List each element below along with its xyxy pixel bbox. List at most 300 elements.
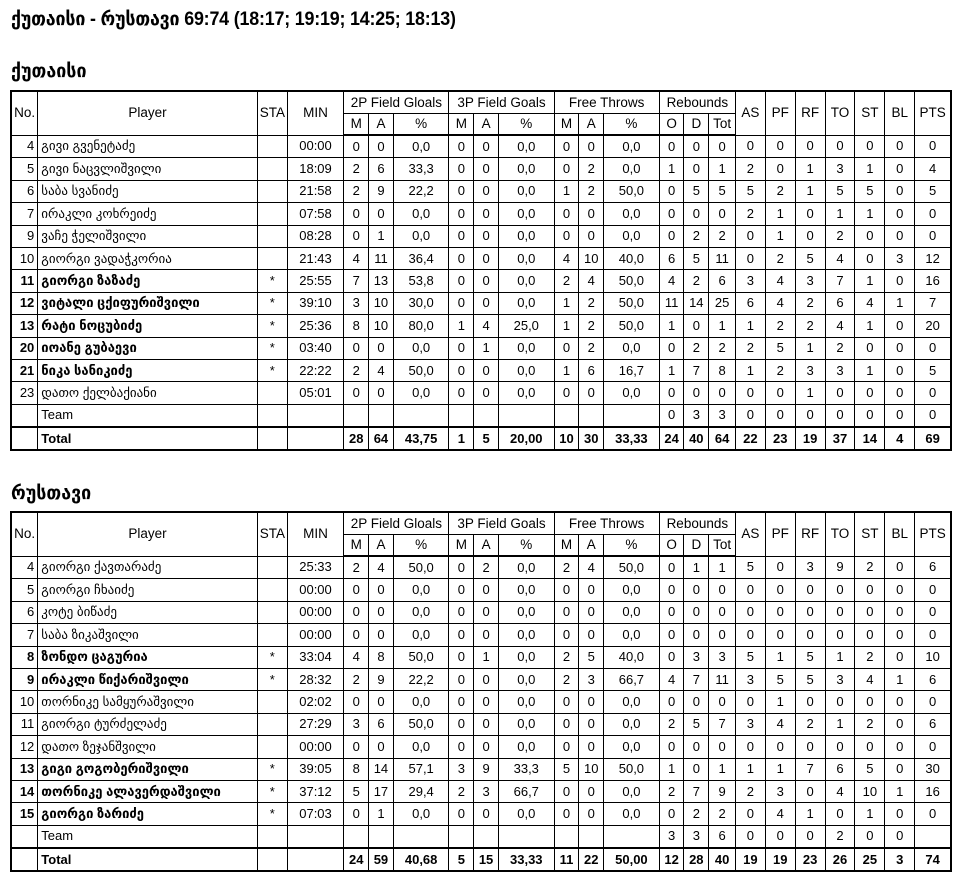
blocks: 0 (885, 646, 915, 668)
starter-mark (257, 691, 287, 713)
header-pf: PF (765, 512, 795, 556)
ft-pct: 40,0 (604, 247, 660, 269)
fouls: 4 (765, 292, 795, 314)
ft-pct: 0,0 (604, 337, 660, 359)
turnovers: 0 (825, 601, 855, 623)
total-3p-att: 5 (474, 427, 499, 450)
ft-made: 0 (554, 691, 579, 713)
turnovers: 1 (825, 646, 855, 668)
total-steals: 25 (855, 848, 885, 871)
player-row (11, 158, 951, 180)
team-off-reb: 3 (659, 825, 684, 848)
player-name: გიორგი ქავთარაძე (38, 556, 258, 579)
ft-made: 0 (554, 225, 579, 247)
fouls: 3 (765, 780, 795, 802)
minutes: 33:04 (287, 646, 344, 668)
ft-pct: 50,0 (604, 758, 660, 780)
fouls: 0 (765, 135, 795, 158)
starter-mark (257, 135, 287, 158)
3p-att: 3 (474, 780, 499, 802)
team-2p-pct (393, 825, 449, 848)
total-off-reb: 24 (659, 427, 684, 450)
points: 0 (915, 624, 951, 646)
3p-made: 0 (449, 691, 474, 713)
steals: 0 (855, 691, 885, 713)
points: 4 (915, 158, 951, 180)
blocks: 0 (885, 225, 915, 247)
total-assists: 19 (735, 848, 765, 871)
total-turnovers: 37 (825, 427, 855, 450)
assists: 0 (735, 691, 765, 713)
player-name: გიორგი ვადაჭკორია (38, 247, 258, 269)
def-reb: 7 (684, 668, 709, 690)
ft-att: 0 (579, 713, 604, 735)
def-reb: 0 (684, 624, 709, 646)
3p-att: 0 (474, 382, 499, 404)
total-row-label: Total (38, 848, 258, 871)
ft-pct: 66,7 (604, 668, 660, 690)
minutes: 21:43 (287, 247, 344, 269)
player-row (11, 803, 951, 825)
ft-made: 1 (554, 292, 579, 314)
tot-reb: 0 (709, 579, 736, 601)
header-reb-d: D (684, 535, 709, 557)
total-row-min (287, 848, 344, 871)
def-reb: 0 (684, 601, 709, 623)
player-row (11, 736, 951, 758)
3p-pct: 0,0 (498, 180, 554, 202)
blocks: 0 (885, 601, 915, 623)
team-3p-pct (498, 404, 554, 427)
ft-made: 0 (554, 579, 579, 601)
header-3p-m: M (449, 114, 474, 136)
header-ft-m: M (554, 114, 579, 136)
ft-made: 0 (554, 780, 579, 802)
header-ft-a: A (579, 114, 604, 136)
ft-att: 6 (579, 359, 604, 381)
minutes: 39:05 (287, 758, 344, 780)
turnovers: 2 (825, 225, 855, 247)
fouls-received: 0 (795, 780, 825, 802)
team-3p-made (449, 825, 474, 848)
2p-made: 8 (344, 758, 369, 780)
def-reb: 0 (684, 579, 709, 601)
team-row-no (11, 404, 38, 427)
starter-mark: * (257, 803, 287, 825)
ft-made: 0 (554, 803, 579, 825)
off-reb: 1 (659, 359, 684, 381)
tot-reb: 1 (709, 158, 736, 180)
player-row (11, 315, 951, 337)
steals: 1 (855, 315, 885, 337)
assists: 0 (735, 135, 765, 158)
header-3p-m: M (449, 535, 474, 557)
team-2p-made (344, 404, 369, 427)
steals: 4 (855, 668, 885, 690)
ft-made: 4 (554, 247, 579, 269)
2p-pct: 50,0 (393, 556, 449, 579)
fouls: 2 (765, 180, 795, 202)
def-reb: 0 (684, 736, 709, 758)
3p-att: 0 (474, 158, 499, 180)
3p-made: 0 (449, 225, 474, 247)
team-ft-att (579, 825, 604, 848)
tot-reb: 0 (709, 691, 736, 713)
header-2p-m: M (344, 114, 369, 136)
3p-pct: 0,0 (498, 135, 554, 158)
starter-mark (257, 382, 287, 404)
header-rebounds: Rebounds (659, 91, 735, 114)
3p-made: 0 (449, 180, 474, 202)
player-row (11, 758, 951, 780)
3p-att: 0 (474, 247, 499, 269)
minutes: 21:58 (287, 180, 344, 202)
ft-made: 0 (554, 624, 579, 646)
off-reb: 0 (659, 624, 684, 646)
ft-pct: 0,0 (604, 624, 660, 646)
player-number: 10 (11, 691, 38, 713)
starter-mark (257, 203, 287, 225)
3p-made: 0 (449, 646, 474, 668)
off-reb: 4 (659, 270, 684, 292)
steals: 5 (855, 180, 885, 202)
3p-made: 0 (449, 668, 474, 690)
3p-made: 0 (449, 203, 474, 225)
2p-made: 2 (344, 180, 369, 202)
header-ft: Free Throws (554, 91, 659, 114)
home-stats-table (10, 90, 952, 451)
minutes: 00:00 (287, 601, 344, 623)
def-reb: 5 (684, 180, 709, 202)
team-points (915, 825, 951, 848)
assists: 1 (735, 359, 765, 381)
starter-mark: * (257, 668, 287, 690)
player-name: კოტე ბიწაძე (38, 601, 258, 623)
fouls: 5 (765, 337, 795, 359)
header-2p-m: M (344, 535, 369, 557)
2p-att: 17 (369, 780, 394, 802)
starter-mark: * (257, 780, 287, 802)
team-off-reb: 0 (659, 404, 684, 427)
blocks: 0 (885, 359, 915, 381)
def-reb: 2 (684, 270, 709, 292)
player-name: თორნიკე სამყურაშვილი (38, 691, 258, 713)
ft-att: 0 (579, 382, 604, 404)
3p-made: 0 (449, 270, 474, 292)
fouls-received: 7 (795, 758, 825, 780)
3p-att: 0 (474, 736, 499, 758)
header-2p: 2P Field Gloals (344, 512, 449, 535)
fouls-received: 0 (795, 225, 825, 247)
player-number: 7 (11, 203, 38, 225)
team-def-reb: 3 (684, 825, 709, 848)
header-bl: BL (885, 512, 915, 556)
steals: 2 (855, 646, 885, 668)
2p-pct: 53,8 (393, 270, 449, 292)
3p-pct: 0,0 (498, 225, 554, 247)
total-ft-made: 11 (554, 848, 579, 871)
2p-pct: 0,0 (393, 337, 449, 359)
ft-att: 3 (579, 668, 604, 690)
header-player: Player (38, 512, 258, 556)
def-reb: 0 (684, 158, 709, 180)
total-2p-made: 28 (344, 427, 369, 450)
def-reb: 7 (684, 780, 709, 802)
fouls-received: 5 (795, 646, 825, 668)
starter-mark: * (257, 292, 287, 314)
header-pts: PTS (915, 91, 951, 135)
header-reb-d: D (684, 114, 709, 136)
off-reb: 0 (659, 337, 684, 359)
3p-att: 9 (474, 758, 499, 780)
minutes: 00:00 (287, 579, 344, 601)
player-row (11, 646, 951, 668)
player-row (11, 668, 951, 690)
team-tot-reb: 6 (709, 825, 736, 848)
total-fouls: 23 (765, 427, 795, 450)
starter-mark: * (257, 270, 287, 292)
header-2p-a: A (369, 114, 394, 136)
points: 0 (915, 803, 951, 825)
player-number: 5 (11, 158, 38, 180)
ft-att: 4 (579, 270, 604, 292)
assists: 3 (735, 668, 765, 690)
header-ft: Free Throws (554, 512, 659, 535)
2p-made: 5 (344, 780, 369, 802)
player-number: 8 (11, 646, 38, 668)
fouls-received: 1 (795, 337, 825, 359)
2p-att: 11 (369, 247, 394, 269)
points: 0 (915, 691, 951, 713)
header-sta: STA (257, 91, 287, 135)
off-reb: 0 (659, 579, 684, 601)
2p-pct: 0,0 (393, 203, 449, 225)
assists: 0 (735, 803, 765, 825)
2p-made: 0 (344, 601, 369, 623)
3p-pct: 0,0 (498, 713, 554, 735)
minutes: 07:03 (287, 803, 344, 825)
total-fouls-received: 23 (795, 848, 825, 871)
turnovers: 6 (825, 292, 855, 314)
ft-made: 0 (554, 135, 579, 158)
team-2p-att (369, 825, 394, 848)
header-min: MIN (287, 512, 344, 556)
assists: 5 (735, 180, 765, 202)
blocks: 1 (885, 292, 915, 314)
2p-att: 9 (369, 668, 394, 690)
3p-made: 0 (449, 382, 474, 404)
header-2p-pct: % (393, 114, 449, 136)
fouls: 1 (765, 691, 795, 713)
2p-att: 0 (369, 579, 394, 601)
2p-made: 2 (344, 556, 369, 579)
player-row (11, 359, 951, 381)
team-name-away: რუსთავი (11, 483, 92, 504)
team-fouls-received: 0 (795, 404, 825, 427)
total-points: 74 (915, 848, 951, 871)
total-row-sta (257, 848, 287, 871)
tot-reb: 25 (709, 292, 736, 314)
header-3p-pct: % (498, 114, 554, 136)
2p-pct: 57,1 (393, 758, 449, 780)
minutes: 00:00 (287, 624, 344, 646)
header-ft-pct: % (604, 114, 660, 136)
3p-made: 0 (449, 624, 474, 646)
ft-made: 2 (554, 270, 579, 292)
3p-att: 0 (474, 668, 499, 690)
minutes: 00:00 (287, 736, 344, 758)
def-reb: 1 (684, 556, 709, 579)
player-name: გივი ნაცვლიშვილი (38, 158, 258, 180)
2p-pct: 0,0 (393, 691, 449, 713)
off-reb: 0 (659, 691, 684, 713)
def-reb: 0 (684, 758, 709, 780)
header-ft-pct: % (604, 535, 660, 557)
header-ft-m: M (554, 535, 579, 557)
3p-att: 0 (474, 624, 499, 646)
points: 0 (915, 579, 951, 601)
2p-made: 0 (344, 135, 369, 158)
minutes: 27:29 (287, 713, 344, 735)
player-number: 7 (11, 624, 38, 646)
ft-made: 5 (554, 758, 579, 780)
team-points: 0 (915, 404, 951, 427)
steals: 0 (855, 736, 885, 758)
team-fouls: 0 (765, 404, 795, 427)
player-number: 4 (11, 135, 38, 158)
2p-pct: 0,0 (393, 803, 449, 825)
3p-made: 0 (449, 601, 474, 623)
steals: 1 (855, 203, 885, 225)
ft-pct: 0,0 (604, 803, 660, 825)
2p-made: 4 (344, 646, 369, 668)
header-player: Player (38, 91, 258, 135)
player-name: რატი ნოცუბიძე (38, 315, 258, 337)
turnovers: 0 (825, 135, 855, 158)
points: 7 (915, 292, 951, 314)
2p-pct: 0,0 (393, 624, 449, 646)
header-pts: PTS (915, 512, 951, 556)
header-reb-tot: Tot (709, 535, 736, 557)
blocks: 0 (885, 270, 915, 292)
team-name-home: ქუთაისი (11, 61, 87, 82)
2p-att: 4 (369, 556, 394, 579)
team-row (11, 404, 951, 427)
2p-made: 0 (344, 579, 369, 601)
steals: 10 (855, 780, 885, 802)
ft-att: 0 (579, 736, 604, 758)
ft-att: 0 (579, 601, 604, 623)
points: 12 (915, 247, 951, 269)
ft-made: 2 (554, 556, 579, 579)
3p-made: 0 (449, 247, 474, 269)
3p-pct: 0,0 (498, 668, 554, 690)
2p-made: 8 (344, 315, 369, 337)
fouls-received: 0 (795, 135, 825, 158)
total-2p-pct: 43,75 (393, 427, 449, 450)
turnovers: 2 (825, 337, 855, 359)
fouls-received: 3 (795, 270, 825, 292)
starter-mark: * (257, 315, 287, 337)
total-2p-pct: 40,68 (393, 848, 449, 871)
off-reb: 0 (659, 225, 684, 247)
points: 10 (915, 646, 951, 668)
player-number: 15 (11, 803, 38, 825)
ft-att: 0 (579, 624, 604, 646)
steals: 1 (855, 359, 885, 381)
starter-mark (257, 713, 287, 735)
3p-pct: 0,0 (498, 624, 554, 646)
steals: 0 (855, 337, 885, 359)
steals: 4 (855, 292, 885, 314)
assists: 2 (735, 337, 765, 359)
player-row (11, 337, 951, 359)
turnovers: 0 (825, 624, 855, 646)
off-reb: 6 (659, 247, 684, 269)
tot-reb: 0 (709, 624, 736, 646)
fouls: 0 (765, 556, 795, 579)
starter-mark (257, 556, 287, 579)
tot-reb: 11 (709, 668, 736, 690)
player-name: დათო ქელბაქიანი (38, 382, 258, 404)
header-reb-o: O (659, 114, 684, 136)
player-row (11, 556, 951, 579)
total-row-min (287, 427, 344, 450)
team-assists: 0 (735, 404, 765, 427)
2p-made: 2 (344, 158, 369, 180)
3p-pct: 0,0 (498, 736, 554, 758)
assists: 0 (735, 736, 765, 758)
assists: 2 (735, 203, 765, 225)
2p-att: 1 (369, 803, 394, 825)
fouls-received: 1 (795, 180, 825, 202)
team-3p-att (474, 825, 499, 848)
assists: 0 (735, 382, 765, 404)
starter-mark: * (257, 359, 287, 381)
minutes: 08:28 (287, 225, 344, 247)
header-as: AS (735, 512, 765, 556)
team-fouls-received: 0 (795, 825, 825, 848)
tot-reb: 7 (709, 713, 736, 735)
total-def-reb: 28 (684, 848, 709, 871)
3p-made: 0 (449, 158, 474, 180)
player-number: 6 (11, 180, 38, 202)
3p-made: 0 (449, 579, 474, 601)
points: 0 (915, 135, 951, 158)
fouls: 4 (765, 803, 795, 825)
assists: 0 (735, 579, 765, 601)
off-reb: 1 (659, 158, 684, 180)
ft-made: 1 (554, 180, 579, 202)
player-name: ზონდო ცაგურია (38, 646, 258, 668)
player-name: გივი გვენეტაძე (38, 135, 258, 158)
tot-reb: 3 (709, 646, 736, 668)
turnovers: 6 (825, 758, 855, 780)
points: 0 (915, 382, 951, 404)
minutes: 28:32 (287, 668, 344, 690)
3p-made: 0 (449, 337, 474, 359)
2p-pct: 36,4 (393, 247, 449, 269)
ft-made: 0 (554, 382, 579, 404)
home-player-rows (11, 135, 951, 450)
tot-reb: 2 (709, 225, 736, 247)
player-row (11, 780, 951, 802)
ft-att: 0 (579, 203, 604, 225)
total-ft-pct: 50,00 (604, 848, 660, 871)
3p-made: 3 (449, 758, 474, 780)
player-name: ვიტალი ცქიფურიშვილი (38, 292, 258, 314)
2p-made: 0 (344, 337, 369, 359)
